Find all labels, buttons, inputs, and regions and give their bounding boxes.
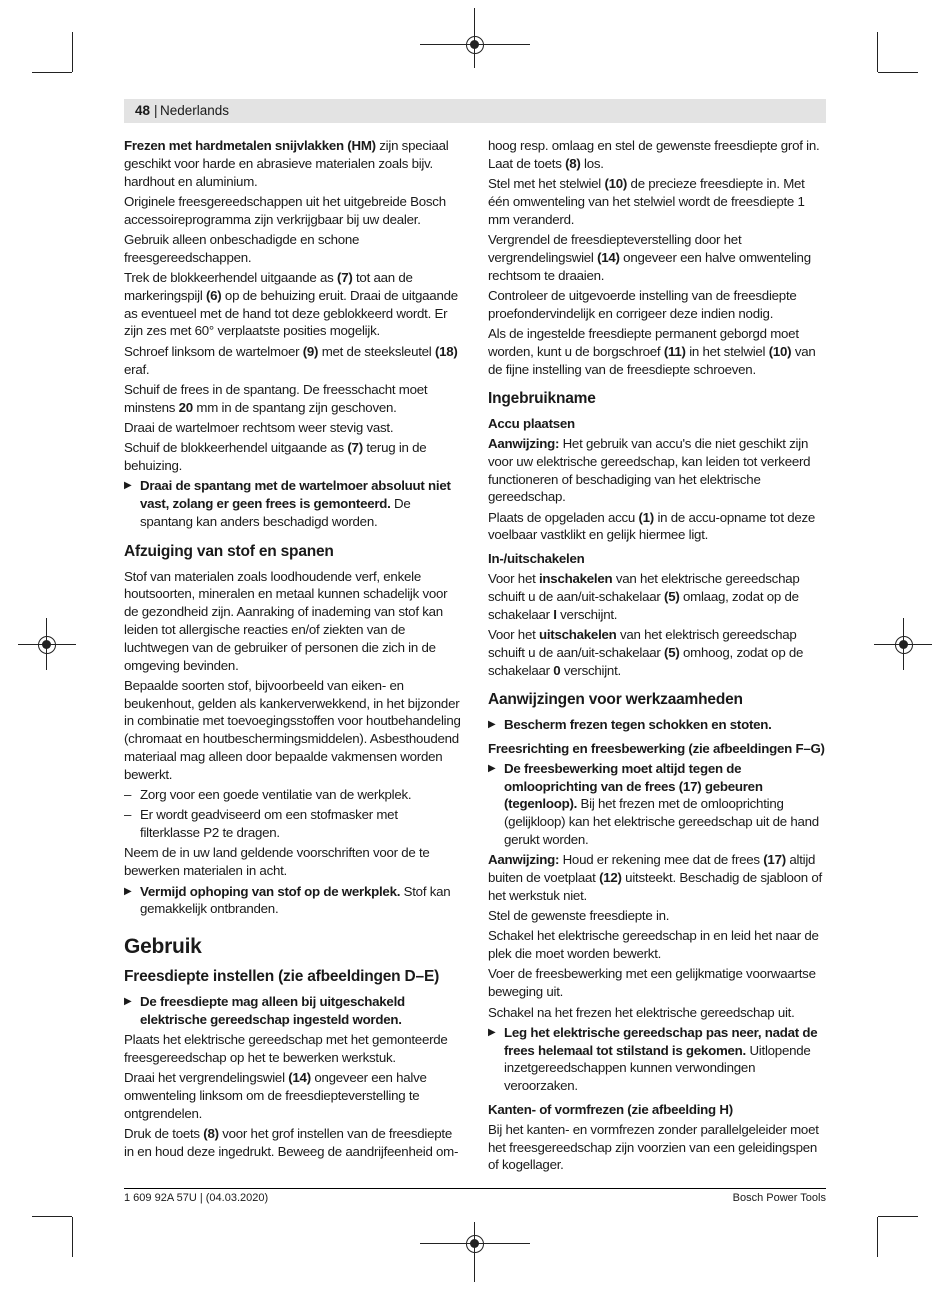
paragraph: Plaats het elektrische gereedschap met het gemonteerde freesgereedschap op het te bewerken werkstuk. xyxy=(124,1031,448,1065)
paragraph: Originele freesgereedschappen uit het uitgebreide Bosch accessoireprogramma zijn verkrijgbaar bij uw dealer. xyxy=(124,193,446,227)
paragraph: Voer de freesbewerking met een gelijkmatige voorwaartse beweging uit. xyxy=(488,966,816,1000)
paragraph: Aanwijzing: Het gebruik van accu's die niet geschikt zijn voor uw elektrische gereedschap, kan leiden tot verkeerd functioneren of beschadiging van het elektrische gereedschap. xyxy=(488,435,811,505)
subsection-heading: Kanten- of vormfrezen (zie afbeelding H) xyxy=(488,1102,733,1118)
page-header xyxy=(124,99,826,123)
crop-mark xyxy=(878,72,918,73)
paragraph: Schuif de frees in de spantang. De freesschacht moet minstens 20 mm in de spantang zijn geschoven. xyxy=(124,381,428,415)
paragraph: Druk de toets (8) voor het grof instellen van de freesdiepte in en houd deze ingedrukt. Beweeg de aandrijfeenheid om- xyxy=(124,1125,459,1159)
crop-mark xyxy=(877,1217,878,1257)
paragraph: Bij het kanten- en vormfrezen zonder parallelgeleider moet het freesgereedschap zijn voorzien van een geleidingspen of kogellager. xyxy=(488,1121,819,1173)
paragraph: Stel met het stelwiel (10) de precieze freesdiepte in. Met één omwenteling van het stelwiel wordt de freesdiepte 1 mm veranderd. xyxy=(488,176,805,227)
dash-item: – Er wordt geadviseerd om een stofmasker met filterklasse P2 te dragen. xyxy=(124,806,461,842)
dash-item: – Zorg voor een goede ventilatie van de werkplek. xyxy=(124,786,461,804)
crop-mark xyxy=(878,1216,918,1217)
paragraph: Draai de wartelmoer rechtsom weer stevig vast. xyxy=(124,419,394,435)
paragraph: Schakel het elektrische gereedschap in en leid het naar de plek die moet worden bewerkt. xyxy=(488,928,819,962)
header-language: Nederlands xyxy=(160,103,230,118)
section-heading: Freesdiepte instellen (zie afbeeldingen D–E) xyxy=(124,967,440,985)
subsection-heading: In-/uitschakelen xyxy=(488,551,585,567)
paragraph: Gebruik alleen onbeschadigde en schone freesgereedschappen. xyxy=(124,231,360,265)
subsection-heading: Accu plaatsen xyxy=(488,416,575,432)
crop-mark xyxy=(877,32,878,72)
warning-bullet: ▶ Vermijd ophoping van stof op de werkplek. Stof kan gemakkelijk ontbranden. xyxy=(124,883,461,919)
paragraph: Schuif de blokkeerhendel uitgaande as (7) terug in de behuizing. xyxy=(124,440,427,474)
paragraph: Trek de blokkeerhendel uitgaande as (7) tot aan de markeringspijl (6) op de behuizing eruit. Draai de uitgaande as eventueel met de hand tot deze geblokkeerd wordt. Er zijn zes met 60° verplaatste posities mogelijk. xyxy=(124,270,458,339)
section-heading: Ingebruikname xyxy=(488,390,596,408)
paragraph: Schakel na het frezen het elektrische gereedschap uit. xyxy=(488,1004,795,1020)
right-column xyxy=(488,137,828,1177)
registration-mark-icon xyxy=(895,636,913,654)
registration-mark-icon xyxy=(38,636,56,654)
registration-mark-icon xyxy=(466,36,484,54)
header-separator: | xyxy=(154,103,158,118)
warning-bullet: ▶ Draai de spantang met de wartelmoer absoluut niet vast, zolang er geen frees is gemonteerd. De spantang kan anders beschadigd worden. xyxy=(124,477,461,530)
paragraph: Stof van materialen zoals loodhoudende verf, enkele houtsoorten, mineralen en metaal kunnen schadelijk voor de gezondheid zijn. Aanraking of inademing van stof kan leiden tot allergische reacties en/of ziekten van de luchtwegen van de gebruiker of personen die zich in de omgeving bevinden. xyxy=(124,568,448,673)
paragraph: Voor het uitschakelen van het elektrisch gereedschap schuift u de aan/uit-schakelaar (5) omhoog, zodat op de schakelaar 0 verschijnt. xyxy=(488,626,804,678)
paragraph: Frezen met hardmetalen snijvlakken (HM) zijn speciaal geschikt voor harde en abrasieve materialen zoals bijv. hardhout en aluminium. xyxy=(124,138,449,189)
paragraph: Controleer de uitgevoerde instelling van de freesdiepte proefondervindelijk en corrigeer deze indien nodig. xyxy=(488,287,797,321)
paragraph: Vergrendel de freesdiepteverstelling door het vergrendelingswiel (14) ongeveer een halve omwenteling rechtsom te draaien. xyxy=(488,231,811,283)
subsection-heading: Freesrichting en freesbewerking (zie afbeeldingen F–G) xyxy=(488,740,825,756)
warning-bullet: ▶ De freesbewerking moet altijd tegen de omlooprichting van de frees (17) gebeuren (tegenloop). Bij het frezen met de omlooprichting (gelijkloop) kan het elektrische gereedschap uit de hand gerukt worden. xyxy=(488,760,828,849)
paragraph: Bepaalde soorten stof, bijvoorbeeld van eiken- en beukenhout, gelden als kankerverwekkend, in het bijzonder in combinatie met toevoegingsstoffen voor houtbehandeling (chromaat en houtbeschermingsmiddelen). Asbesthoudend materiaal mag alleen door bepaalde vakmensen worden bewerkt. xyxy=(124,677,461,782)
footer-doc-id: 1 609 92A 57U | (04.03.2020) xyxy=(124,1192,269,1204)
paragraph: Als de ingestelde freesdiepte permanent geborgd moet worden, kunt u de borgschroef (11) in het stelwiel (10) van de fijne instelling van de freesdiepte schroeven. xyxy=(488,325,816,377)
crop-mark xyxy=(72,1217,73,1257)
warning-bullet: ▶ De freesdiepte mag alleen bij uitgeschakeld elektrische gereedschap ingesteld worden. xyxy=(124,993,461,1029)
paragraph: Plaats de opgeladen accu (1) in de accu-opname tot deze voelbaar vastklikt en gelijk hiermee ligt. xyxy=(488,509,816,543)
paragraph: Stel de gewenste freesdiepte in. xyxy=(488,908,670,924)
registration-mark-icon xyxy=(466,1235,484,1253)
crop-mark xyxy=(32,1216,72,1217)
warning-bullet: ▶ Leg het elektrische gereedschap pas neer, nadat de frees helemaal tot stilstand is gekomen. Uitlopende inzetgereedschappen kunnen verwondingen veroorzaken. xyxy=(488,1024,828,1095)
paragraph: Voor het inschakelen van het elektrische gereedschap schuift u de aan/uit-schakelaar (5) omlaag, zodat op de schakelaar I verschijnt. xyxy=(488,571,800,622)
paragraph: Aanwijzing: Houd er rekening mee dat de frees (17) altijd buiten de voetplaat (12) uitsteekt. Beschadig de sjabloon of het werkstuk niet. xyxy=(488,852,822,903)
section-heading: Aanwijzingen voor werkzaamheden xyxy=(488,691,743,709)
crop-mark xyxy=(32,72,72,73)
crop-mark xyxy=(72,32,73,72)
chapter-heading: Gebruik xyxy=(124,935,202,959)
section-heading: Afzuiging van stof en spanen xyxy=(124,542,334,560)
footer-brand: Bosch Power Tools xyxy=(732,1192,826,1204)
warning-bullet: ▶ Bescherm frezen tegen schokken en stoten. xyxy=(488,716,828,734)
paragraph: Draai het vergrendelingswiel (14) ongeveer een halve omwenteling linksom om de freesdiepteverstelling te ontgrendelen. xyxy=(124,1069,427,1121)
paragraph: Neem de in uw land geldende voorschriften voor de te bewerken materialen in acht. xyxy=(124,845,430,879)
left-column xyxy=(124,137,461,1163)
paragraph: hoog resp. omlaag en stel de gewenste freesdiepte grof in. Laat de toets (8) los. xyxy=(488,138,820,171)
page-number: 48 xyxy=(135,103,151,118)
footer-rule xyxy=(124,1188,826,1189)
paragraph: Schroef linksom de wartelmoer (9) met de steeksleutel (18) eraf. xyxy=(124,343,458,377)
